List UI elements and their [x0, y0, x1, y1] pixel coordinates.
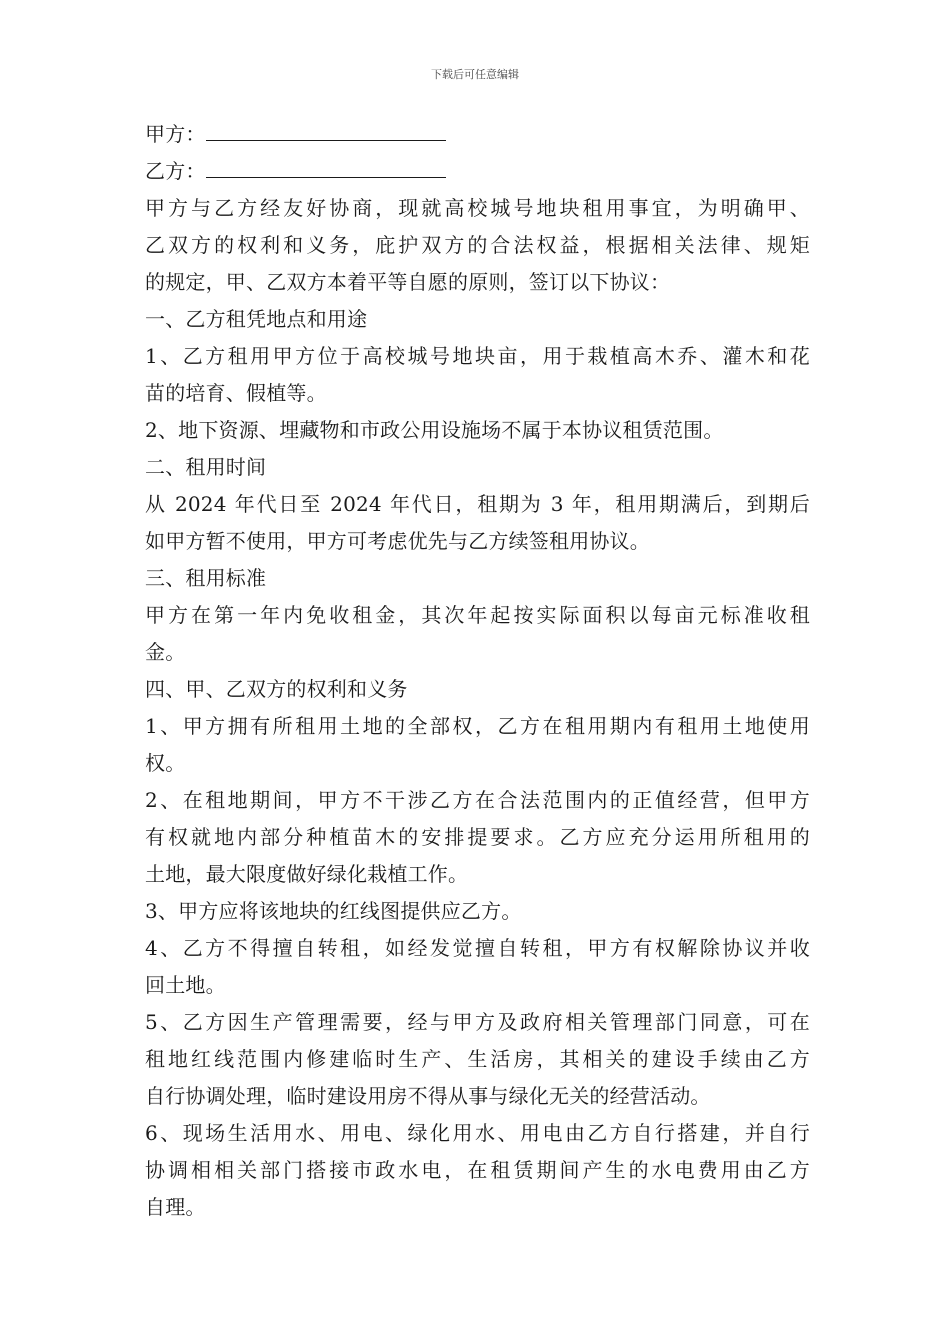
text-line: 甲方与乙方经友好协商，现就高校城号地块租用事宜，为明确甲、: [145, 196, 810, 220]
party-a-field: [145, 116, 810, 153]
text-line: 有权就地内部分种植苗木的安排提要求。乙方应充分运用所租用的: [145, 825, 810, 849]
section-heading: 三、租用标准: [145, 566, 267, 590]
text-line: 租地红线范围内修建临时生产、生活房，其相关的建设手续由乙方: [145, 1047, 810, 1071]
party-b-label: 乙方：: [145, 159, 206, 183]
text-line: 1、乙方租用甲方位于高校城号地块亩，用于栽植高木乔、灌木和花: [145, 344, 810, 368]
text-line: 6、现场生活用水、用电、绿化用水、用电由乙方自行搭建，并自行: [145, 1121, 810, 1145]
text-line: 金。: [145, 640, 186, 664]
text-line: 苗的培育、假植等。: [145, 381, 327, 405]
text-line: 权。: [145, 751, 186, 775]
party-b-field: [145, 153, 810, 190]
text-line: 3、甲方应将该地块的红线图提供应乙方。: [145, 899, 522, 923]
document-body: [145, 116, 810, 1226]
text-line: 2、在租地期间，甲方不干涉乙方在合法范围内的正值经营，但甲方: [145, 788, 810, 812]
text-line: 甲方在第一年内免收租金，其次年起按实际面积以每亩元标准收租: [145, 603, 810, 627]
text-line: 的规定，甲、乙双方本着平等自愿的原则，签订以下协议：: [145, 270, 671, 294]
party-a-blank[interactable]: [206, 118, 446, 141]
text-line: 从 2024 年代日至 2024 年代日，租期为 3 年，租用期满后，到期后: [145, 492, 810, 516]
text-line: 1、甲方拥有所租用土地的全部权，乙方在租用期内有租用土地使用: [145, 714, 810, 738]
text-line: 回土地。: [145, 973, 226, 997]
text-line: 如甲方暂不使用，甲方可考虑优先与乙方续签租用协议。: [145, 529, 650, 553]
text-line: 2、地下资源、埋藏物和市政公用设施场不属于本协议租赁范围。: [145, 418, 724, 442]
text-line: 土地，最大限度做好绿化栽植工作。: [145, 862, 469, 886]
text-line: 自行协调处理，临时建设用房不得从事与绿化无关的经营活动。: [145, 1084, 711, 1108]
section-heading: 二、租用时间: [145, 455, 267, 479]
party-a-label: 甲方：: [145, 122, 206, 146]
text-line: 5、乙方因生产管理需要，经与甲方及政府相关管理部门同意，可在: [145, 1010, 810, 1034]
header-note: 下载后可任意编辑: [431, 68, 519, 81]
party-b-blank[interactable]: [206, 155, 446, 178]
section-heading: 一、乙方租凭地点和用途: [145, 307, 368, 331]
text-line: 乙双方的权利和义务，庇护双方的合法权益，根据相关法律、规矩: [145, 233, 810, 257]
text-line: 4、乙方不得擅自转租，如经发觉擅自转租，甲方有权解除协议并收: [145, 936, 810, 960]
section-heading: 四、甲、乙双方的权利和义务: [145, 677, 408, 701]
text-line: 协调相相关部门搭接市政水电，在租赁期间产生的水电费用由乙方: [145, 1158, 810, 1182]
text-line: 自理。: [145, 1195, 206, 1219]
